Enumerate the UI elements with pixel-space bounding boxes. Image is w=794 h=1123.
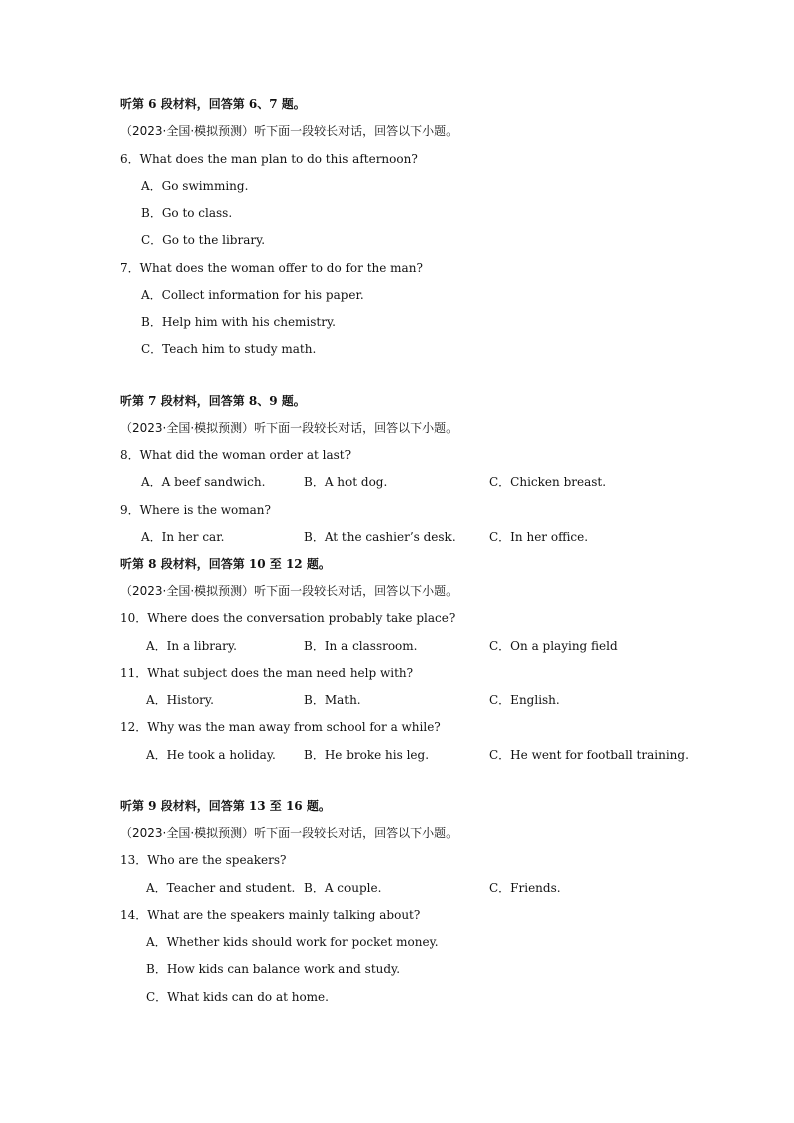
option-c: C．In her office. — [489, 530, 589, 544]
question-text: 10．Where does the conversation probably take place? — [120, 611, 456, 625]
option-b: B．He broke his leg. — [304, 748, 430, 762]
option-a: A．Go swimming. — [141, 179, 249, 193]
source-note: （2023·全国·模拟预测）听下面一段较长对话，回答以下小题。 — [120, 421, 459, 435]
option-c: C．Friends. — [489, 881, 561, 895]
question-text: 12．Why was the man away from school for a while? — [120, 720, 441, 734]
option-b: B．In a classroom. — [304, 639, 418, 653]
question-text: 11．What subject does the man need help with? — [120, 666, 414, 680]
option-b: B．Math. — [304, 693, 361, 707]
option-a: A．Whether kids should work for pocket money. — [146, 935, 439, 949]
option-b: B．A hot dog. — [304, 475, 388, 489]
option-b: B．Help him with his chemistry. — [141, 315, 336, 329]
question-text: 9．Where is the woman? — [120, 503, 271, 517]
question-text: 7．What does the woman offer to do for the man? — [120, 261, 423, 275]
option-a: A．In her car. — [141, 530, 225, 544]
option-c: C．Go to the library. — [141, 233, 266, 247]
option-a: A．He took a holiday. — [146, 748, 276, 762]
question-text: 13．Who are the speakers? — [120, 853, 287, 867]
option-a: A．History. — [146, 693, 214, 707]
question-text: 14．What are the speakers mainly talking about? — [120, 908, 421, 922]
option-c: C．On a playing field — [489, 639, 618, 653]
question-text: 8．What did the woman order at last? — [120, 448, 352, 462]
section-header: 听第 8 段材料，回答第 10 至 12 题。 — [120, 557, 331, 571]
option-c: C．Teach him to study math. — [141, 342, 317, 356]
option-c: C．He went for football training. — [489, 748, 689, 762]
option-b: B．A couple. — [304, 881, 382, 895]
option-b: B．At the cashier’s desk. — [304, 530, 456, 544]
option-b: B．How kids can balance work and study. — [146, 962, 401, 976]
section-header: 听第 7 段材料，回答第 8、9 题。 — [120, 394, 306, 408]
source-note: （2023·全国·模拟预测）听下面一段较长对话，回答以下小题。 — [120, 584, 459, 598]
section-header: 听第 9 段材料，回答第 13 至 16 题。 — [120, 799, 331, 813]
option-a: A．Teacher and student. — [146, 881, 296, 895]
option-b: B．Go to class. — [141, 206, 233, 220]
option-a: A．A beef sandwich. — [141, 475, 266, 489]
source-note: （2023·全国·模拟预测）听下面一段较长对话，回答以下小题。 — [120, 124, 459, 138]
question-text: 6．What does the man plan to do this afternoon? — [120, 152, 418, 166]
option-c: C．What kids can do at home. — [146, 990, 329, 1004]
option-a: A．Collect information for his paper. — [141, 288, 364, 302]
option-c: C．Chicken breast. — [489, 475, 607, 489]
source-note: （2023·全国·模拟预测）听下面一段较长对话，回答以下小题。 — [120, 826, 459, 840]
option-c: C．English. — [489, 693, 560, 707]
section-header: 听第 6 段材料，回答第 6、7 题。 — [120, 97, 306, 111]
option-a: A．In a library. — [146, 639, 237, 653]
